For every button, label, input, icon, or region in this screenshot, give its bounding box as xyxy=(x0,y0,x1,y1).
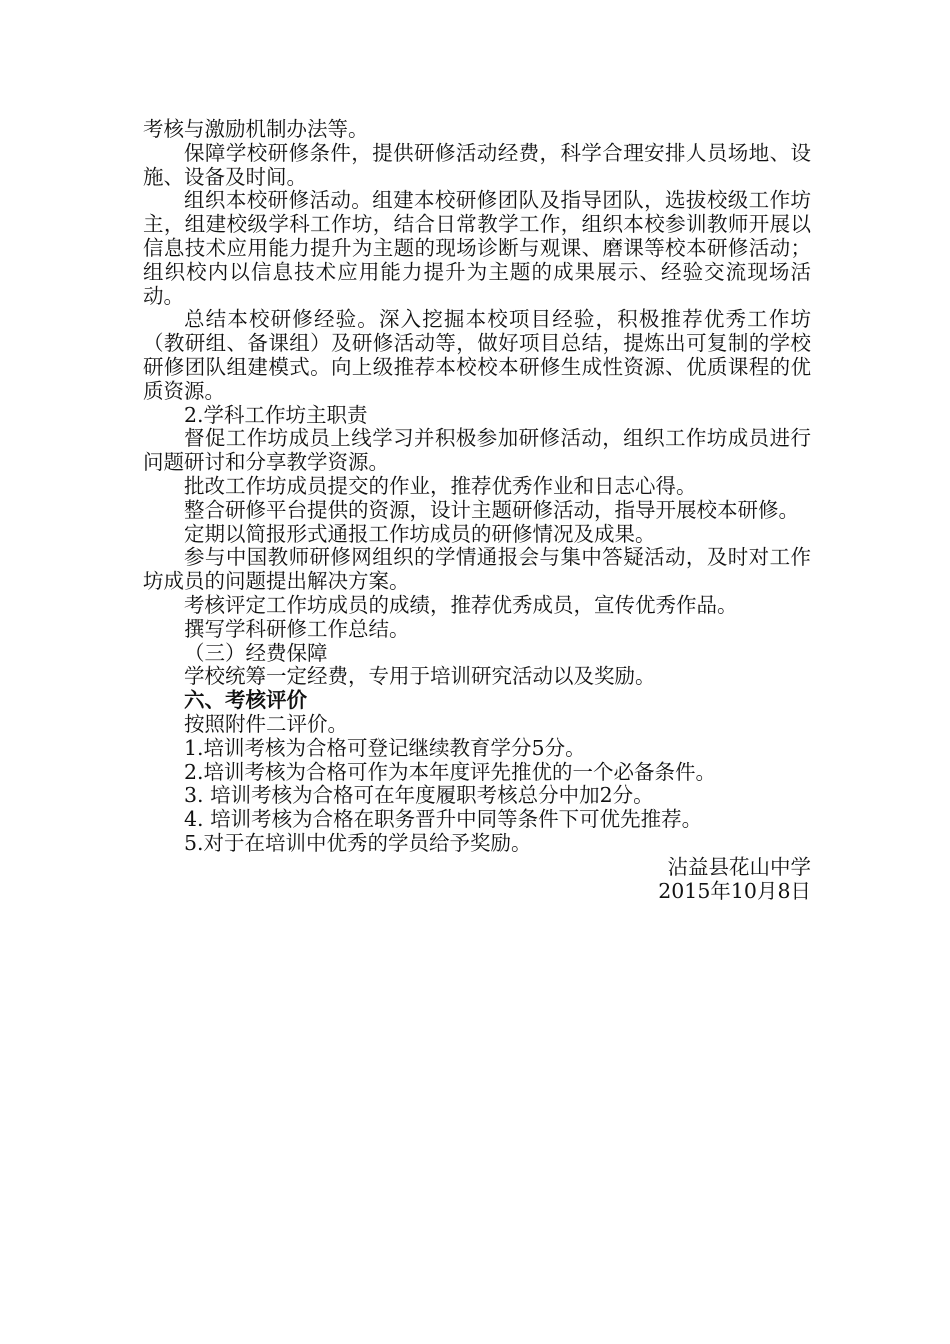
body-paragraph: 保障学校研修条件，提供研修活动经费，科学合理安排人员场地、设施、设备及时间。 xyxy=(143,140,811,189)
body-paragraph: 撰写学科研修工作总结。 xyxy=(184,616,410,641)
body-paragraph: 5.对于在培训中优秀的学员给予奖励。 xyxy=(184,830,532,855)
section-heading: 六、考核评价 xyxy=(184,688,307,713)
signature-date: 2015年10月8日 xyxy=(658,878,811,903)
body-paragraph: 考核与激励机制办法等。 xyxy=(143,117,369,141)
body-paragraph: 督促工作坊成员上线学习并积极参加研修活动，组织工作坊成员进行问题研讨和分享教学资源。 xyxy=(143,426,811,475)
document-body xyxy=(143,118,811,856)
body-paragraph: 按照附件二评价。 xyxy=(184,711,348,736)
body-paragraph: 组织本校研修活动。组建本校研修团队及指导团队，选拔校级工作坊主，组建校级学科工作坊，结合日常教学工作，组织本校参训教师开展以信息技术应用能力提升为主题的现场诊断与观课、磨课等校本研修活动；组织校内以信息技术应用能力提升为主题的成果展示、经验交流现场活动。 xyxy=(143,188,811,308)
body-paragraph: 总结本校研修经验。深入挖掘本校项目经验，积极推荐优秀工作坊（教研组、备课组）及研修活动等，做好项目总结，提炼出可复制的学校研修团队组建模式。向上级推荐本校校本研修生成性资源、优质课程的优质资源。 xyxy=(143,307,811,403)
body-paragraph: 4. 培训考核为合格在职务晋升中同等条件下可优先推荐。 xyxy=(184,807,703,832)
body-paragraph: （三）经费保障 xyxy=(184,640,328,665)
body-paragraph: 参与中国教师研修网组织的学情通报会与集中答疑活动，及时对工作坊成员的问题提出解决方案。 xyxy=(143,545,811,594)
signature-organization: 沾益县花山中学 xyxy=(667,854,811,879)
body-paragraph: 2.培训考核为合格可作为本年度评先推优的一个必备条件。 xyxy=(184,759,717,784)
body-paragraph: 学校统筹一定经费，专用于培训研究活动以及奖励。 xyxy=(184,664,656,689)
document-page xyxy=(143,118,811,903)
body-paragraph: 1.培训考核为合格可登记继续教育学分5分。 xyxy=(184,735,586,760)
body-paragraph: 批改工作坊成员提交的作业，推荐优秀作业和日志心得。 xyxy=(184,473,697,498)
body-paragraph: 3. 培训考核为合格可在年度履职考核总分中加2分。 xyxy=(184,783,654,808)
body-paragraph: 定期以简报形式通报工作坊成员的研修情况及成果。 xyxy=(184,521,656,546)
body-paragraph: 考核评定工作坊成员的成绩，推荐优秀成员，宣传优秀作品。 xyxy=(184,592,738,617)
body-paragraph: 2.学科工作坊主职责 xyxy=(184,402,368,427)
body-paragraph: 整合研修平台提供的资源，设计主题研修活动，指导开展校本研修。 xyxy=(184,497,799,522)
